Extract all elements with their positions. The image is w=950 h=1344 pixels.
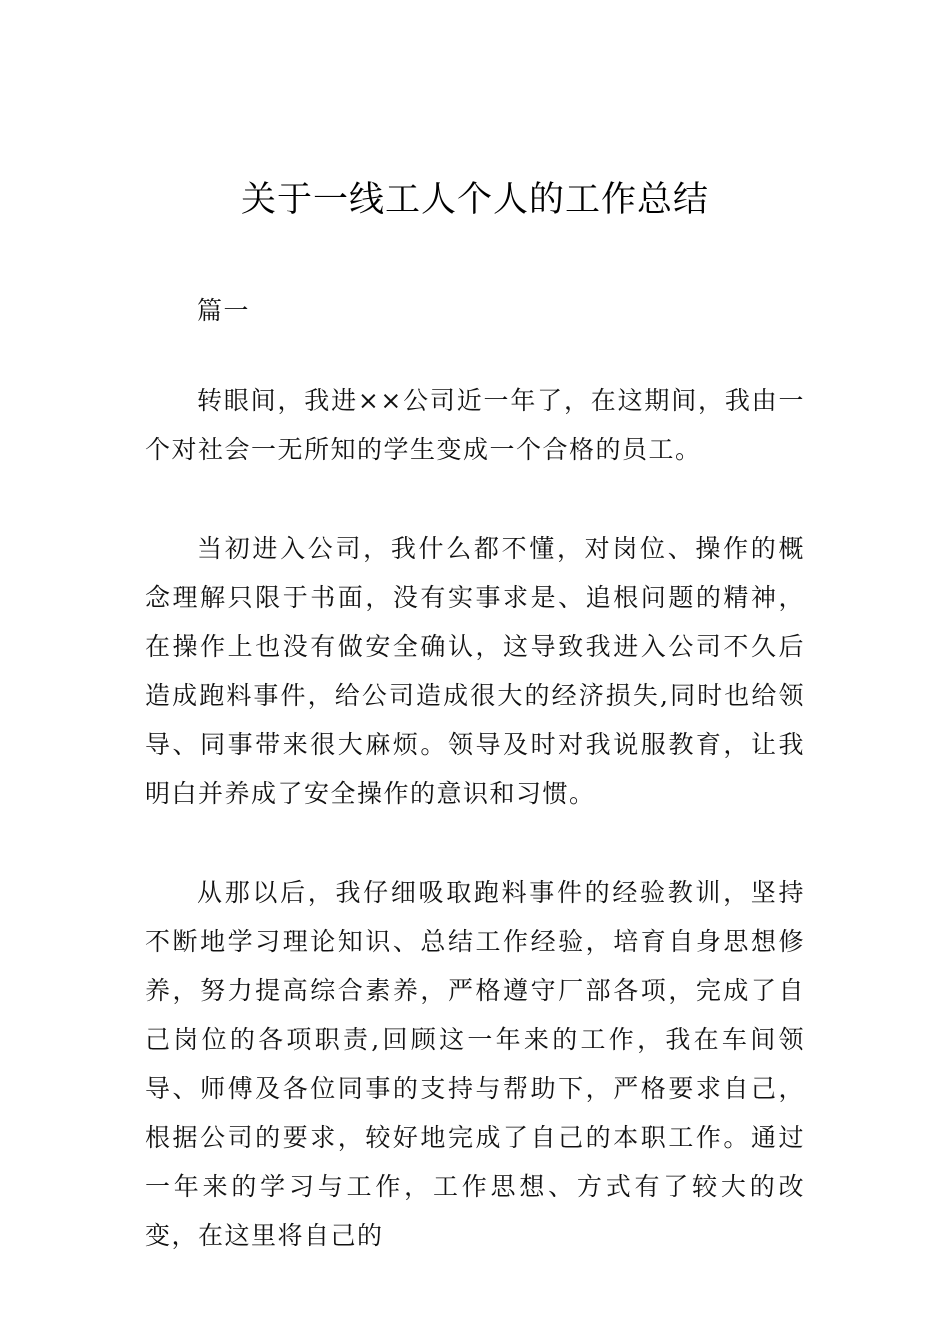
paragraph-2: 当初进入公司，我什么都不懂，对岗位、操作的概念理解只限于书面，没有实事求是、追根问题的精神，在操作上也没有做安全确认，这导致我进入公司不久后造成跑料事件，给公司造成很大的经济损失,同时也给领导、同事带来很大麻烦。领导及时对我说服教育，让我明白并养成了安全操作的意识和习惯。 [145,534,805,808]
paragraph-1: 转眼间，我进××公司近一年了，在这期间，我由一个对社会一无所知的学生变成一个合格的员工。 [145,386,805,464]
document-title: 关于一线工人个人的工作总结 [240,180,709,220]
paragraph-3: 从那以后，我仔细吸取跑料事件的经验教训，坚持不断地学习理论知识、总结工作经验，培育自身思想修养，努力提高综合素养，严格遵守厂部各项，完成了自己岗位的各项职责,回顾这一年来的工作，我在车间领导、师傅及各位同事的支持与帮助下，严格要求自己，根据公司的要求，较好地完成了自己的本职工作。通过一年来的学习与工作，工作思想、方式有了较大的改变，在这里将自己的 [145,878,805,1250]
section-label: 篇一 [197,296,251,325]
